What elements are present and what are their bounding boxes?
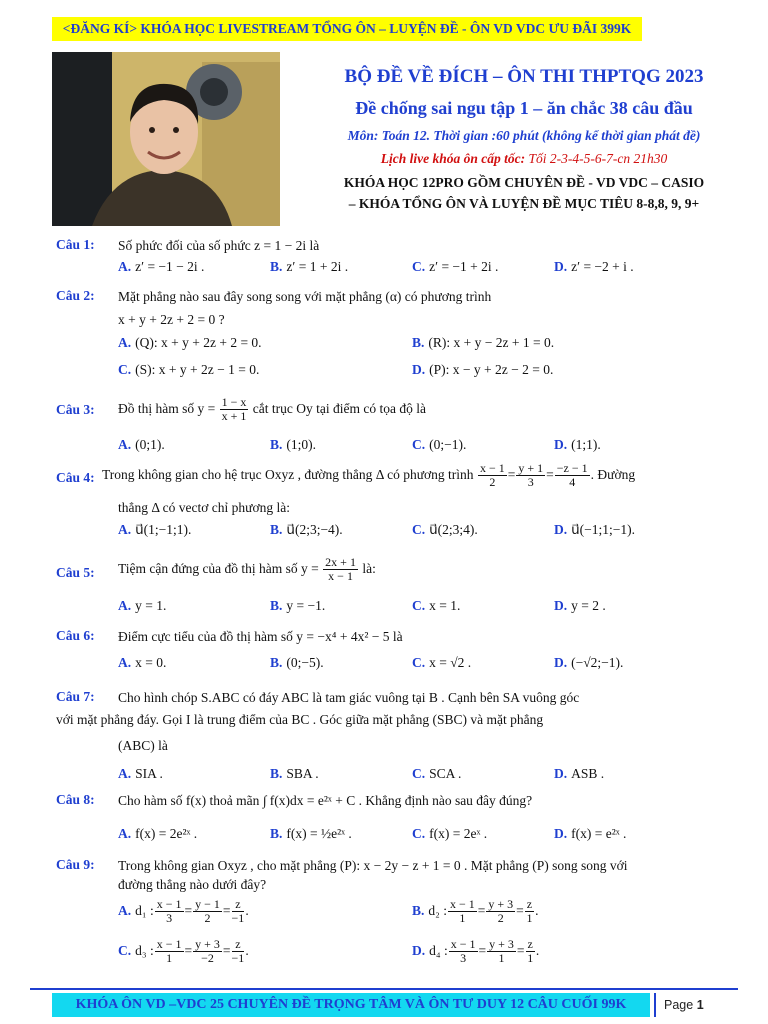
option-b: B. d₂ : $\frac{x - 1}{1}$ = $\frac{y + 3}{2}$ = $\frac{z}{1}$ . bbox=[412, 897, 539, 926]
question-text-line-3: (ABC) là bbox=[118, 738, 168, 753]
option-c: C. u⃗(2;3;4). bbox=[412, 522, 478, 537]
question-text: Trong không gian Oxyz , cho mặt phẳng (P): x − 2y − z + 1 = 0 . Mặt phẳng (P) song song với bbox=[118, 858, 628, 873]
option-a: A. y = 1. bbox=[118, 598, 167, 613]
teacher-photo bbox=[52, 52, 280, 226]
question-text: Điểm cực tiểu của đồ thị hàm số y = −x⁴ + 4x² − 5 là bbox=[118, 629, 403, 644]
option-a: A. SIA . bbox=[118, 766, 163, 781]
option-d: D. ASB . bbox=[554, 766, 605, 781]
option-d: D. f(x) = e²ˣ . bbox=[554, 826, 627, 841]
option-d: D. (P): x − y + 2z − 2 = 0. bbox=[412, 362, 554, 377]
option-a: A. (Q): x + y + 2z + 2 = 0. bbox=[118, 335, 262, 350]
question-number: Câu 3: bbox=[56, 402, 95, 417]
course-line-2: – KHÓA TỔNG ÔN VÀ LUYỆN ĐỀ MỤC TIÊU 8-8,8, 9, 9+ bbox=[348, 196, 700, 211]
option-d: D. u⃗(−1;1;−1). bbox=[554, 522, 636, 537]
question-number: Câu 1: bbox=[56, 237, 95, 252]
option-a: A. u⃗(1;−1;1). bbox=[118, 522, 192, 537]
option-a: A. f(x) = 2e²ˣ . bbox=[118, 826, 198, 841]
option-c: C. x = 1. bbox=[412, 598, 461, 613]
page-subtitle: Đề chống sai ngu tập 1 – ăn chắc 38 câu đầu bbox=[355, 98, 693, 118]
footer-separator bbox=[654, 993, 656, 1017]
question-text: Tiệm cận đứng của đồ thị hàm số y = $\frac{2x + 1}{x - 1}$ là: bbox=[118, 555, 376, 584]
option-c: C. x = √2 . bbox=[412, 655, 472, 670]
footer-banner: KHÓA ÔN VD –VDC 25 CHUYÊN ĐỀ TRỌNG TÂM VÀ ÔN TƯ DUY 12 CÂU CUỐI 99K bbox=[52, 993, 650, 1017]
question-text: Cho hàm số f(x) thoả mãn ∫ f(x)dx = e²ˣ + C . Khẳng định nào sau đây đúng? bbox=[118, 793, 533, 808]
question-number: Câu 9: bbox=[56, 857, 95, 872]
question-number: Câu 8: bbox=[56, 792, 95, 807]
option-a: A. z′ = −1 − 2i . bbox=[118, 259, 205, 274]
schedule-value: Tối 2-3-4-5-6-7-cn 21h30 bbox=[528, 151, 668, 166]
page-label: Page bbox=[664, 998, 694, 1012]
question-number: Câu 7: bbox=[56, 689, 95, 704]
option-c: C. z′ = −1 + 2i . bbox=[412, 259, 499, 274]
question-number: Câu 4: bbox=[56, 470, 95, 485]
option-b: B. (1;0). bbox=[270, 437, 317, 452]
option-c: C. f(x) = 2eˣ . bbox=[412, 826, 488, 841]
page-number: 1 bbox=[696, 998, 704, 1012]
footer-divider bbox=[30, 988, 738, 990]
option-b: B. u⃗(2;3;−4). bbox=[270, 522, 343, 537]
option-c: C. (0;−1). bbox=[412, 437, 467, 452]
promo-banner: <ĐĂNG KÍ> KHÓA HỌC LIVESTREAM TỔNG ÔN – LUYỆN ĐỀ - ÔN VD VDC ƯU ĐÃI 399K bbox=[52, 17, 642, 41]
question-number: Câu 5: bbox=[56, 565, 95, 580]
subject-line: Môn: Toán 12. Thời gian :60 phút (không kể thời gian phát đề) bbox=[347, 128, 701, 143]
question-text: Trong không gian cho hệ trục Oxyz , đường thẳng Δ có phương trình $\frac{x - 1}{2}$ = $\frac{y + 1}{3}$ = $\frac{-z - 1}{4}$ . Đường bbox=[102, 461, 636, 490]
option-b: B. y = −1. bbox=[270, 598, 326, 613]
option-d: D. y = 2 . bbox=[554, 598, 606, 613]
option-b: B. z′ = 1 + 2i . bbox=[270, 259, 349, 274]
question-text-line-2: thẳng Δ có vectơ chỉ phương là: bbox=[118, 500, 290, 515]
option-d: D. (−√2;−1). bbox=[554, 655, 624, 670]
option-b: B. f(x) = ½e²ˣ . bbox=[270, 826, 352, 841]
fraction: $\frac{1 - x}{x + 1}$ bbox=[221, 395, 247, 424]
option-a: A. x = 0. bbox=[118, 655, 167, 670]
option-a: A. (0;1). bbox=[118, 437, 165, 452]
option-a: A. d₁ : $\frac{x - 1}{3}$ = $\frac{y - 1}{2}$ = $\frac{z}{-1}$ . bbox=[118, 897, 249, 926]
question-number: Câu 6: bbox=[56, 628, 95, 643]
question-text: Cho hình chóp S.ABC có đáy ABC là tam giác vuông tại B . Cạnh bên SA vuông góc bbox=[118, 690, 580, 705]
option-b: B. SBA . bbox=[270, 766, 319, 781]
fraction: $\frac{2x + 1}{x - 1}$ bbox=[325, 555, 356, 584]
option-c: C. d₃ : $\frac{x - 1}{1}$ = $\frac{y + 3}{-2}$ = $\frac{z}{-1}$ . bbox=[118, 937, 249, 966]
page-indicator bbox=[664, 993, 704, 1017]
page-title: BỘ ĐỀ VỀ ĐÍCH – ÔN THI THPTQG 2023 bbox=[344, 66, 704, 87]
option-b: B. (0;−5). bbox=[270, 655, 324, 670]
option-d: D. d₄ : $\frac{x - 1}{3}$ = $\frac{y + 3}{1}$ = $\frac{z}{1}$ . bbox=[412, 937, 540, 966]
question-text: Đồ thị hàm số y = $\frac{1 - x}{x + 1}$ cắt trục Oy tại điểm có tọa độ là bbox=[118, 395, 426, 424]
question-text: Số phức đối của số phức z = 1 − 2i là bbox=[118, 238, 320, 253]
course-line-1: KHÓA HỌC 12PRO GỒM CHUYÊN ĐỀ - VD VDC – CASIO bbox=[343, 175, 705, 190]
question-text-line-2: với mặt phẳng đáy. Gọi I là trung điểm của BC . Góc giữa mặt phẳng (SBC) và mặt phẳng bbox=[56, 712, 544, 727]
option-c: C. SCA . bbox=[412, 766, 462, 781]
option-d: D. z′ = −2 + i . bbox=[554, 259, 634, 274]
option-c: C. (S): x + y + 2z − 1 = 0. bbox=[118, 362, 260, 377]
schedule-line bbox=[300, 151, 748, 167]
question-text-line-2: đường thẳng nào dưới đây? bbox=[118, 877, 267, 892]
question-number: Câu 2: bbox=[56, 288, 95, 303]
teacher-photo-illustration bbox=[52, 52, 280, 226]
option-d: D. (1;1). bbox=[554, 437, 601, 452]
schedule-label: Lịch live khóa ôn cấp tốc: bbox=[380, 151, 526, 166]
question-text-line-2: x + y + 2z + 2 = 0 ? bbox=[118, 312, 225, 327]
option-b: B. (R): x + y − 2z + 1 = 0. bbox=[412, 335, 555, 350]
question-text: Mặt phẳng nào sau đây song song với mặt phẳng (α) có phương trình bbox=[118, 289, 492, 304]
